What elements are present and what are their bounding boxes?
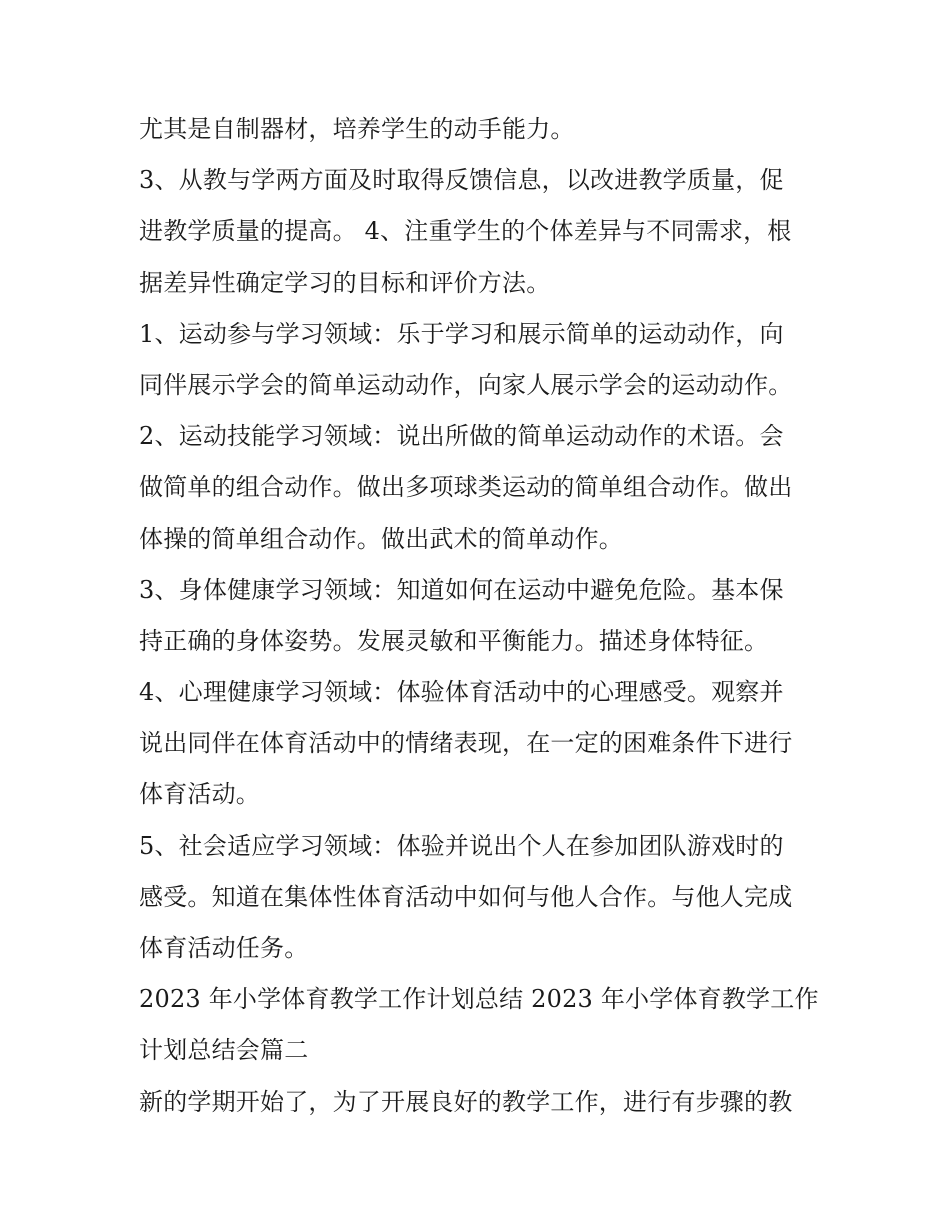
text-line: 体操的简单组合动作。做出武术的简单动作。 xyxy=(139,524,623,553)
text-line: 5、社会适应学习领域：体验并说出个人在参加团队游戏时的 xyxy=(139,831,784,860)
text-line: 新的学期开始了，为了开展良好的教学工作，进行有步骤的教 xyxy=(139,1087,793,1116)
section-heading-line: 计划总结会篇二 xyxy=(139,1036,309,1065)
text-line: 4、心理健康学习领域：体验体育活动中的心理感受。观察并 xyxy=(139,678,784,707)
text-line: 体育活动。 xyxy=(139,780,260,809)
text-line: 体育活动任务。 xyxy=(139,934,309,962)
document-body xyxy=(139,104,829,1128)
text-line: 据差异性确定学习的目标和评价方法。 xyxy=(139,268,551,297)
text-line: 说出同伴在体育活动中的情绪表现，在一定的困难条件下进行 xyxy=(139,729,793,758)
text-line: 3、身体健康学习领域：知道如何在运动中避免危险。基本保 xyxy=(139,575,784,604)
text-line: 1、运动参与学习领域：乐于学习和展示简单的运动动作，向 xyxy=(139,319,784,348)
text-line: 2、运动技能学习领域：说出所做的简单运动动作的术语。会 xyxy=(139,422,784,451)
text-line: 做简单的组合动作。做出多项球类运动的简单组合动作。做出 xyxy=(139,473,793,502)
text-line: 尤其是自制器材，培养学生的动手能力。 xyxy=(139,115,575,143)
text-line: 同伴展示学会的简单运动动作，向家人展示学会的运动动作。 xyxy=(139,370,793,399)
text-line: 持正确的身体姿势。发展灵敏和平衡能力。描述身体特征。 xyxy=(139,626,769,655)
text-line: 感受。知道在集体性体育活动中如何与他人合作。与他人完成 xyxy=(139,882,793,911)
text-line: 3、从教与学两方面及时取得反馈信息，以改进教学质量，促 xyxy=(139,166,784,195)
section-heading-line: 2023 年小学体育教学工作计划总结 2023 年小学体育教学工作 xyxy=(139,985,819,1014)
text-line: 进教学质量的提高。 4、注重学生的个体差异与不同需求，根 xyxy=(139,217,792,246)
